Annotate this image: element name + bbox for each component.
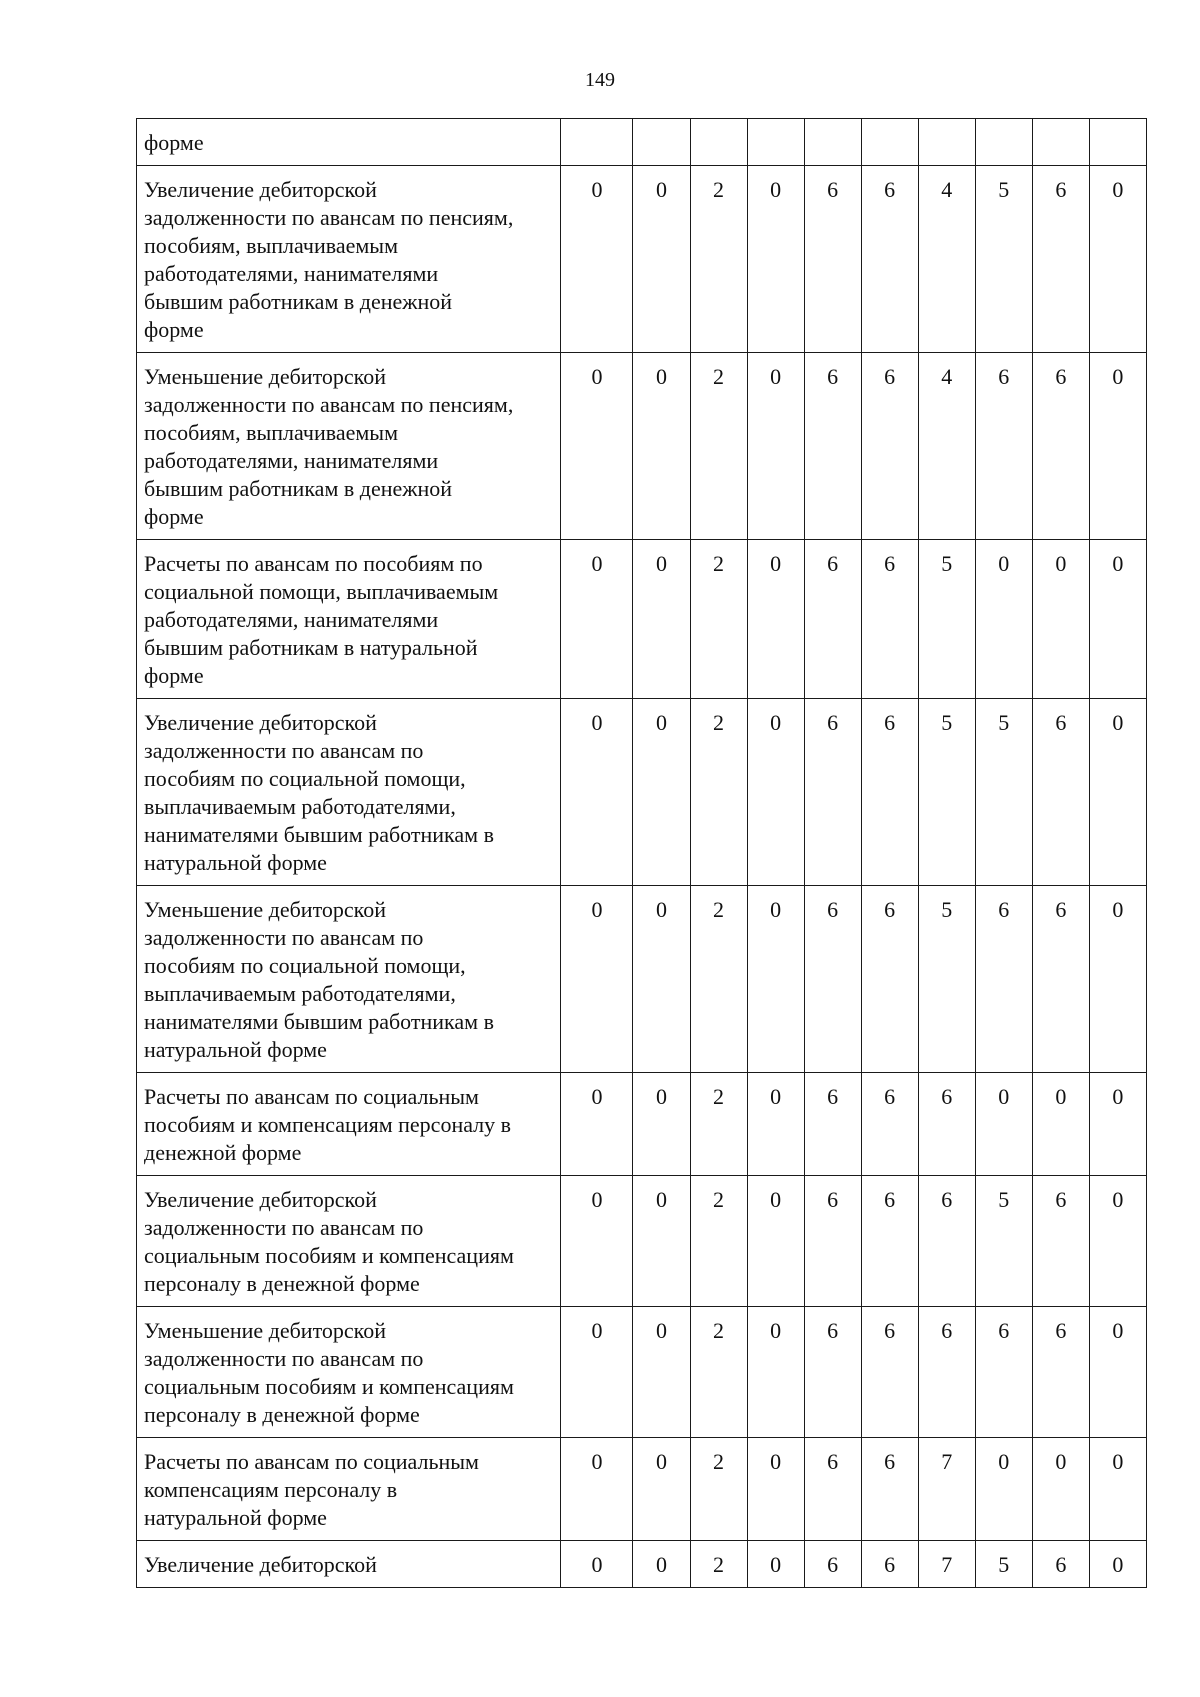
- code-digit-cell: [747, 119, 804, 166]
- code-digit-cell: 6: [861, 540, 918, 699]
- code-digit-cell: 6: [975, 353, 1032, 540]
- code-digit-cell: 0: [633, 166, 690, 353]
- description-line: работодателями, нанимателями: [144, 261, 439, 286]
- code-digit-cell: [861, 119, 918, 166]
- description-line: задолженности по авансам по пенсиям,: [144, 205, 514, 230]
- code-digit-cell: 2: [690, 1176, 747, 1307]
- table-row: [137, 699, 1147, 886]
- code-digit-cell: 0: [561, 1073, 633, 1176]
- code-digit-cell: 6: [804, 540, 861, 699]
- description-line: пособиям и компенсациям персоналу в: [144, 1112, 512, 1137]
- description-line: бывшим работникам в натуральной: [144, 635, 478, 660]
- description-line: социальным пособиям и компенсациям: [144, 1374, 514, 1399]
- code-digit-cell: 6: [1032, 353, 1089, 540]
- code-digit-cell: [1089, 119, 1146, 166]
- code-digit-cell: 6: [804, 1438, 861, 1541]
- description-line: форме: [144, 504, 204, 529]
- code-digit-cell: 6: [918, 1307, 975, 1438]
- code-digit-cell: 0: [561, 886, 633, 1073]
- description-line: бывшим работникам в денежной: [144, 476, 452, 501]
- code-digit-cell: 5: [918, 540, 975, 699]
- code-digit-cell: 0: [1032, 1073, 1089, 1176]
- code-digit-cell: 0: [747, 1438, 804, 1541]
- description-line: задолженности по авансам по: [144, 738, 424, 763]
- description-line: Уменьшение дебиторской: [144, 1318, 387, 1343]
- row-description: [137, 353, 561, 540]
- row-description: [137, 1541, 561, 1588]
- code-digit-cell: 4: [918, 166, 975, 353]
- code-digit-cell: 6: [918, 1073, 975, 1176]
- description-line: бывшим работникам в денежной: [144, 289, 452, 314]
- table-row: [137, 119, 1147, 166]
- code-digit-cell: 0: [747, 166, 804, 353]
- description-line: форме: [144, 317, 204, 342]
- code-digit-cell: 6: [1032, 1307, 1089, 1438]
- code-digit-cell: 5: [918, 886, 975, 1073]
- code-digit-cell: 0: [633, 1438, 690, 1541]
- table-row: [137, 1307, 1147, 1438]
- description-line: персоналу в денежной форме: [144, 1402, 420, 1427]
- code-digit-cell: 6: [1032, 166, 1089, 353]
- code-digit-cell: 2: [690, 353, 747, 540]
- code-digit-cell: 7: [918, 1541, 975, 1588]
- code-digit-cell: 5: [975, 1176, 1032, 1307]
- code-digit-cell: 6: [975, 1307, 1032, 1438]
- code-digit-cell: 6: [804, 1176, 861, 1307]
- code-digit-cell: 0: [561, 1541, 633, 1588]
- description-line: пособиям, выплачиваемым: [144, 420, 398, 445]
- code-digit-cell: 6: [861, 166, 918, 353]
- account-codes-table: [136, 118, 1147, 1588]
- description-line: социальным пособиям и компенсациям: [144, 1243, 514, 1268]
- code-digit-cell: 0: [633, 699, 690, 886]
- description-line: пособиям, выплачиваемым: [144, 233, 398, 258]
- description-line: Уменьшение дебиторской: [144, 897, 387, 922]
- row-description: [137, 119, 561, 166]
- description-line: форме: [144, 130, 204, 155]
- code-digit-cell: 6: [861, 886, 918, 1073]
- description-line: задолженности по авансам по: [144, 1346, 424, 1371]
- code-digit-cell: 2: [690, 166, 747, 353]
- code-digit-cell: 6: [861, 1438, 918, 1541]
- code-digit-cell: 4: [918, 353, 975, 540]
- description-line: социальной помощи, выплачиваемым: [144, 579, 499, 604]
- code-digit-cell: 6: [804, 353, 861, 540]
- code-digit-cell: 6: [804, 166, 861, 353]
- code-digit-cell: 5: [975, 166, 1032, 353]
- code-digit-cell: 2: [690, 699, 747, 886]
- table-row: [137, 1176, 1147, 1307]
- code-digit-cell: 6: [918, 1176, 975, 1307]
- code-digit-cell: 0: [1032, 1438, 1089, 1541]
- description-line: форме: [144, 663, 204, 688]
- code-digit-cell: 0: [633, 353, 690, 540]
- code-digit-cell: 6: [861, 1541, 918, 1588]
- code-digit-cell: 6: [861, 1307, 918, 1438]
- code-digit-cell: 2: [690, 1438, 747, 1541]
- description-line: работодателями, нанимателями: [144, 607, 439, 632]
- page-number: 149: [585, 69, 615, 91]
- code-digit-cell: 0: [1089, 540, 1146, 699]
- code-digit-cell: 6: [1032, 1176, 1089, 1307]
- code-digit-cell: 0: [561, 166, 633, 353]
- row-description: [137, 1307, 561, 1438]
- code-digit-cell: 2: [690, 540, 747, 699]
- code-digit-cell: [690, 119, 747, 166]
- code-digit-cell: 0: [1089, 353, 1146, 540]
- code-digit-cell: 6: [804, 699, 861, 886]
- code-digit-cell: 2: [690, 1073, 747, 1176]
- code-digit-cell: 0: [975, 1073, 1032, 1176]
- code-digit-cell: 0: [747, 353, 804, 540]
- description-line: задолженности по авансам по: [144, 925, 424, 950]
- code-digit-cell: 0: [747, 886, 804, 1073]
- table-row: [137, 540, 1147, 699]
- description-line: Увеличение дебиторской: [144, 1552, 377, 1577]
- code-digit-cell: 0: [747, 1307, 804, 1438]
- code-digit-cell: 0: [1089, 1073, 1146, 1176]
- code-digit-cell: 0: [975, 540, 1032, 699]
- code-digit-cell: 0: [747, 699, 804, 886]
- code-digit-cell: 6: [861, 353, 918, 540]
- description-line: Увеличение дебиторской: [144, 710, 377, 735]
- code-digit-cell: 6: [861, 1073, 918, 1176]
- code-digit-cell: [918, 119, 975, 166]
- code-digit-cell: 6: [804, 886, 861, 1073]
- code-digit-cell: 0: [561, 540, 633, 699]
- description-line: натуральной форме: [144, 1037, 327, 1062]
- code-digit-cell: [633, 119, 690, 166]
- code-digit-cell: 5: [975, 699, 1032, 886]
- code-digit-cell: 0: [633, 540, 690, 699]
- code-digit-cell: 0: [975, 1438, 1032, 1541]
- code-digit-cell: 0: [633, 886, 690, 1073]
- description-line: натуральной форме: [144, 1505, 327, 1530]
- description-line: Увеличение дебиторской: [144, 177, 377, 202]
- table-row: [137, 1541, 1147, 1588]
- table-body: [137, 119, 1147, 1588]
- code-digit-cell: 0: [1089, 699, 1146, 886]
- description-line: выплачиваемым работодателями,: [144, 981, 456, 1006]
- code-digit-cell: 6: [861, 699, 918, 886]
- code-digit-cell: 6: [804, 1073, 861, 1176]
- description-line: Расчеты по авансам по социальным: [144, 1084, 479, 1109]
- code-digit-cell: 0: [561, 699, 633, 886]
- description-line: нанимателями бывшим работникам в: [144, 1009, 494, 1034]
- table-row: [137, 166, 1147, 353]
- row-description: [137, 699, 561, 886]
- code-digit-cell: 6: [804, 1307, 861, 1438]
- description-line: персоналу в денежной форме: [144, 1271, 420, 1296]
- code-digit-cell: [1032, 119, 1089, 166]
- description-line: компенсациям персоналу в: [144, 1477, 398, 1502]
- code-digit-cell: [561, 119, 633, 166]
- table-row: [137, 353, 1147, 540]
- code-digit-cell: 0: [747, 540, 804, 699]
- description-line: задолженности по авансам по: [144, 1215, 424, 1240]
- row-description: [137, 886, 561, 1073]
- code-digit-cell: 0: [633, 1176, 690, 1307]
- description-line: пособиям по социальной помощи,: [144, 766, 466, 791]
- code-digit-cell: 5: [918, 699, 975, 886]
- description-line: задолженности по авансам по пенсиям,: [144, 392, 514, 417]
- code-digit-cell: 6: [1032, 1541, 1089, 1588]
- code-digit-cell: 6: [1032, 699, 1089, 886]
- row-description: [137, 1438, 561, 1541]
- code-digit-cell: 0: [747, 1541, 804, 1588]
- code-digit-cell: 0: [1032, 540, 1089, 699]
- code-digit-cell: 0: [633, 1541, 690, 1588]
- code-digit-cell: 2: [690, 1541, 747, 1588]
- code-digit-cell: 7: [918, 1438, 975, 1541]
- description-line: выплачиваемым работодателями,: [144, 794, 456, 819]
- row-description: [137, 1176, 561, 1307]
- code-digit-cell: 5: [975, 1541, 1032, 1588]
- code-digit-cell: 0: [1089, 1307, 1146, 1438]
- description-line: работодателями, нанимателями: [144, 448, 439, 473]
- table-row: [137, 886, 1147, 1073]
- code-digit-cell: 6: [975, 886, 1032, 1073]
- description-line: нанимателями бывшим работникам в: [144, 822, 494, 847]
- code-digit-cell: 6: [861, 1176, 918, 1307]
- description-line: Расчеты по авансам по пособиям по: [144, 551, 483, 576]
- code-digit-cell: 0: [633, 1307, 690, 1438]
- code-digit-cell: 2: [690, 1307, 747, 1438]
- code-digit-cell: 6: [1032, 886, 1089, 1073]
- code-digit-cell: 0: [561, 1307, 633, 1438]
- row-description: [137, 166, 561, 353]
- code-digit-cell: 0: [561, 1438, 633, 1541]
- description-line: Увеличение дебиторской: [144, 1187, 377, 1212]
- code-digit-cell: 0: [747, 1073, 804, 1176]
- code-digit-cell: 0: [1089, 1176, 1146, 1307]
- row-description: [137, 1073, 561, 1176]
- table-row: [137, 1073, 1147, 1176]
- code-digit-cell: 0: [561, 1176, 633, 1307]
- code-digit-cell: 0: [1089, 1438, 1146, 1541]
- code-digit-cell: 0: [561, 353, 633, 540]
- code-digit-cell: 0: [633, 1073, 690, 1176]
- description-line: денежной форме: [144, 1140, 302, 1165]
- code-digit-cell: 2: [690, 886, 747, 1073]
- description-line: пособиям по социальной помощи,: [144, 953, 466, 978]
- code-digit-cell: [975, 119, 1032, 166]
- code-digit-cell: 0: [747, 1176, 804, 1307]
- description-line: Расчеты по авансам по социальным: [144, 1449, 479, 1474]
- description-line: Уменьшение дебиторской: [144, 364, 387, 389]
- table-row: [137, 1438, 1147, 1541]
- code-digit-cell: 0: [1089, 1541, 1146, 1588]
- code-digit-cell: 6: [804, 1541, 861, 1588]
- description-line: натуральной форме: [144, 850, 327, 875]
- code-digit-cell: 0: [1089, 886, 1146, 1073]
- code-digit-cell: [804, 119, 861, 166]
- row-description: [137, 540, 561, 699]
- code-digit-cell: 0: [1089, 166, 1146, 353]
